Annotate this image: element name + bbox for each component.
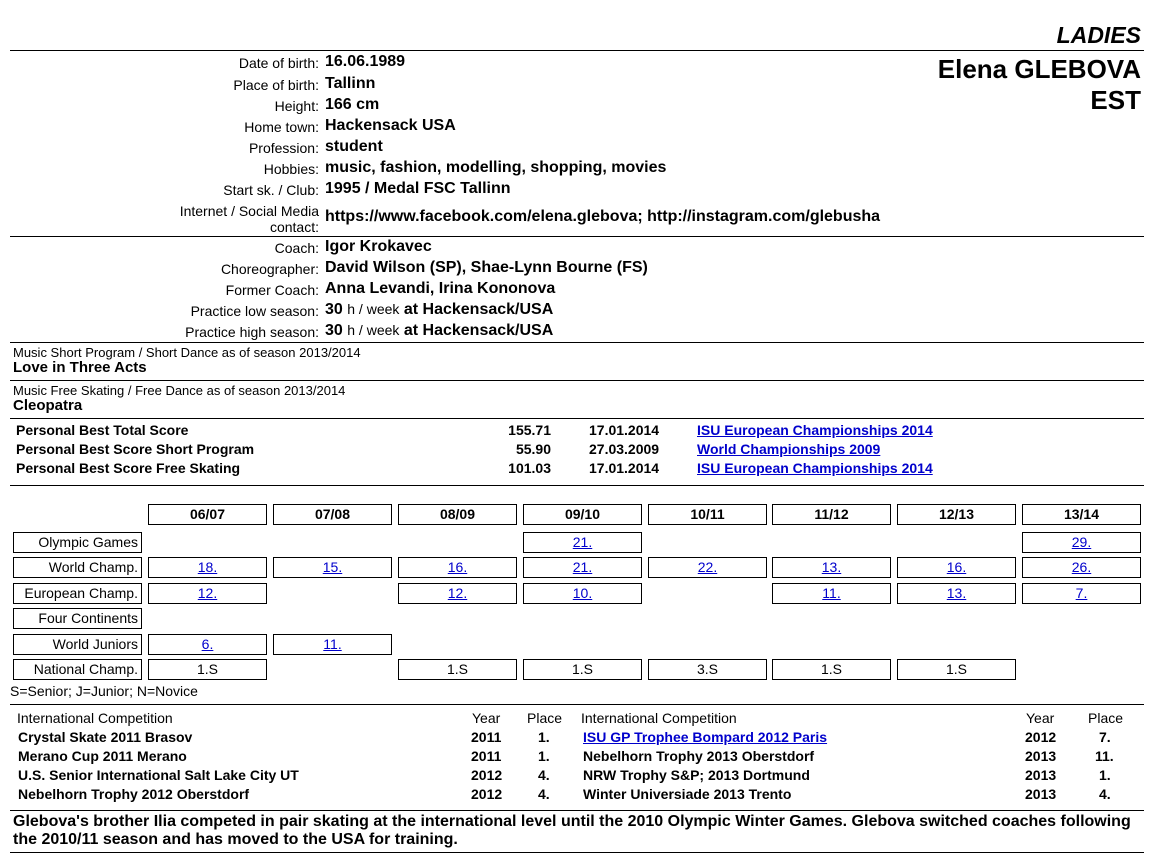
competition-year: 2011 [471, 748, 502, 764]
hobbies-label: Hobbies: [263, 161, 319, 177]
practice-hours: 30 [325, 301, 343, 318]
former-coach-value: Anna Levandi, Irina Kononova [325, 280, 556, 297]
result-cell[interactable] [273, 557, 392, 578]
season-header: 08/09 [398, 504, 517, 525]
result-cell: 3.S [648, 659, 767, 680]
result-link[interactable]: 15. [322, 559, 343, 575]
result-link[interactable]: 12. [447, 585, 468, 601]
event-row-label: European Champ. [13, 583, 142, 604]
result-cell[interactable] [772, 583, 891, 604]
coach-label: Coach: [274, 240, 319, 256]
result-link[interactable]: 16. [946, 559, 967, 575]
col-header-place: Place [1088, 710, 1124, 726]
event-row-label: Four Continents [13, 608, 142, 629]
result-link[interactable]: 21. [572, 534, 593, 550]
choreographer-label: Choreographer: [220, 261, 319, 277]
season-header: 12/13 [897, 504, 1016, 525]
practice-hours: 30 [325, 322, 343, 339]
result-cell: 1.S [523, 659, 642, 680]
pob-value: Tallinn [325, 75, 376, 92]
free-music-label: Music Free Skating / Free Dance as of season 2013/2014 [13, 383, 346, 398]
skater-nation: EST [1090, 85, 1141, 115]
profession-value: student [325, 138, 383, 155]
result-cell: 1.S [772, 659, 891, 680]
result-link[interactable]: 16. [447, 559, 468, 575]
result-cell[interactable] [648, 557, 767, 578]
pb-label: Personal Best Score Free Skating [16, 460, 241, 476]
col-header-year: Year [472, 710, 501, 726]
club-value: 1995 / Medal FSC Tallinn [325, 180, 511, 197]
divider [10, 485, 1144, 486]
result-link[interactable]: 6. [201, 636, 214, 652]
result-link[interactable]: 13. [821, 559, 842, 575]
competition-name: Crystal Skate 2011 Brasov [18, 729, 193, 745]
result-link[interactable]: 18. [197, 559, 218, 575]
dob-value: 16.06.1989 [325, 53, 406, 70]
result-cell[interactable] [897, 557, 1016, 578]
coach-value: Igor Krokavec [325, 238, 432, 255]
event-row-label: National Champ. [13, 659, 142, 680]
competition-name: Merano Cup 2011 Merano [18, 748, 187, 764]
result-link[interactable]: 7. [1075, 585, 1088, 601]
hobbies-value: music, fashion, modelling, shopping, movies [325, 159, 667, 176]
competition-place: 11. [1095, 748, 1114, 764]
competition-year: 2012 [471, 786, 503, 802]
season-header: 06/07 [148, 504, 267, 525]
result-cell[interactable] [1022, 532, 1141, 553]
pb-event-link[interactable]: World Championships 2009 [697, 441, 881, 457]
season-header: 09/10 [523, 504, 642, 525]
result-link[interactable]: 11. [323, 636, 342, 652]
competition-year: 2013 [1025, 786, 1057, 802]
season-header: 10/11 [648, 504, 767, 525]
practice-unit: h / week [347, 322, 400, 338]
divider [10, 852, 1144, 853]
col-header-place: Place [527, 710, 563, 726]
free-music-title: Cleopatra [13, 397, 83, 414]
practice-high-value [325, 322, 553, 340]
practice-unit: h / week [347, 301, 400, 317]
practice-location: at Hackensack/USA [403, 301, 554, 318]
former-coach-label: Former Coach: [225, 282, 319, 298]
skater-name: Elena GLEBOVA [937, 54, 1141, 84]
pb-event-link[interactable]: ISU European Championships 2014 [697, 422, 933, 438]
divider [10, 418, 1144, 419]
profession-label: Profession: [248, 140, 319, 156]
biography-notes: Glebova's brother Ilia competed in pair skating at the international level until the 2010 Olympic Winter Games. Glebova switched coaches following the 2010/11 season and has moved to the USA for training. [13, 813, 1131, 848]
competition-place: 1. [1099, 767, 1111, 783]
pb-score: 101.03 [508, 460, 551, 476]
result-link[interactable]: 29. [1071, 534, 1092, 550]
divider [10, 810, 1144, 811]
pb-score: 155.71 [508, 422, 551, 438]
internet-value: https://www.facebook.com/elena.glebova; http://instagram.com/glebusha [325, 208, 881, 225]
event-row-label: World Champ. [13, 557, 142, 578]
competition-link[interactable]: ISU GP Trophee Bompard 2012 Paris [583, 729, 828, 745]
competition-place: 4. [538, 786, 550, 802]
competition-name: Nebelhorn Trophy 2012 Oberstdorf [18, 786, 250, 802]
height-value: 166 cm [325, 96, 380, 113]
result-link[interactable]: 12. [197, 585, 218, 601]
hometown-label: Home town: [244, 119, 319, 135]
competition-year: 2012 [471, 767, 503, 783]
divider [10, 380, 1144, 381]
divider [10, 236, 1144, 237]
competition-year: 2013 [1025, 767, 1057, 783]
pb-label: Personal Best Total Score [16, 422, 189, 438]
competition-name: Winter Universiade 2013 Trento [583, 786, 792, 802]
result-cell[interactable] [523, 557, 642, 578]
competition-year: 2012 [1025, 729, 1057, 745]
col-header-competition: International Competition [581, 710, 737, 726]
result-link[interactable]: 26. [1071, 559, 1092, 575]
result-cell[interactable] [897, 583, 1016, 604]
competition-place: 4. [538, 767, 550, 783]
result-cell[interactable] [523, 583, 642, 604]
result-cell[interactable] [523, 532, 642, 553]
competition-place: 4. [1099, 786, 1111, 802]
practice-location: at Hackensack/USA [403, 322, 554, 339]
result-cell[interactable] [398, 557, 517, 578]
competition-name: U.S. Senior International Salt Lake City UT [18, 767, 299, 783]
season-header: 13/14 [1022, 504, 1141, 525]
pb-date: 27.03.2009 [589, 441, 660, 457]
height-label: Height: [274, 98, 319, 114]
dob-label: Date of birth: [238, 55, 319, 71]
result-link[interactable]: 13. [946, 585, 967, 601]
divider [10, 50, 1144, 51]
pb-date: 17.01.2014 [589, 460, 660, 476]
pb-score: 55.90 [515, 441, 551, 457]
result-cell[interactable] [273, 634, 392, 655]
pb-event-link[interactable]: ISU European Championships 2014 [697, 460, 933, 476]
result-cell: 1.S [398, 659, 517, 680]
practice-high-label: Practice high season: [185, 324, 319, 340]
competition-year: 2011 [471, 729, 502, 745]
result-cell: 1.S [897, 659, 1016, 680]
competition-place: 1. [538, 748, 550, 764]
pob-label: Place of birth: [233, 77, 319, 93]
result-link[interactable]: 21. [572, 559, 593, 575]
hometown-value: Hackensack USA [325, 117, 456, 134]
result-cell[interactable] [772, 557, 891, 578]
pb-date: 17.01.2014 [589, 422, 660, 438]
club-label: Start sk. / Club: [223, 182, 319, 198]
pb-label: Personal Best Score Short Program [16, 441, 255, 457]
level-legend: S=Senior; J=Junior; N=Novice [10, 683, 198, 699]
result-cell[interactable] [398, 583, 517, 604]
competition-name: Nebelhorn Trophy 2013 Oberstdorf [583, 748, 815, 764]
result-cell[interactable] [1022, 583, 1141, 604]
result-cell[interactable] [148, 557, 267, 578]
divider [10, 342, 1144, 343]
season-header: 11/12 [772, 504, 891, 525]
result-cell[interactable] [1022, 557, 1141, 578]
divider [10, 704, 1144, 705]
result-cell[interactable] [148, 634, 267, 655]
practice-low-value [325, 301, 553, 319]
competition-name: NRW Trophy S&P; 2013 Dortmund [583, 767, 810, 783]
result-link[interactable]: 22. [697, 559, 718, 575]
short-music-title: Love in Three Acts [13, 359, 147, 376]
event-row-label: Olympic Games [13, 532, 142, 553]
event-row-label: World Juniors [13, 634, 142, 655]
category-label: LADIES [1056, 22, 1141, 48]
competition-place: 7. [1099, 729, 1111, 745]
internet-label-2: contact: [269, 219, 319, 235]
col-header-year: Year [1026, 710, 1055, 726]
competition-year: 2013 [1025, 748, 1057, 764]
practice-low-label: Practice low season: [190, 303, 319, 319]
short-music-label: Music Short Program / Short Dance as of season 2013/2014 [13, 345, 361, 360]
choreographer-value: David Wilson (SP), Shae-Lynn Bourne (FS) [325, 259, 648, 276]
result-cell[interactable] [148, 583, 267, 604]
competition-place: 1. [538, 729, 550, 745]
season-header: 07/08 [273, 504, 392, 525]
col-header-competition: International Competition [17, 710, 173, 726]
result-link[interactable]: 10. [572, 585, 593, 601]
internet-label-1: Internet / Social Media [179, 203, 319, 219]
result-cell: 1.S [148, 659, 267, 680]
result-link[interactable]: 11. [822, 585, 841, 601]
